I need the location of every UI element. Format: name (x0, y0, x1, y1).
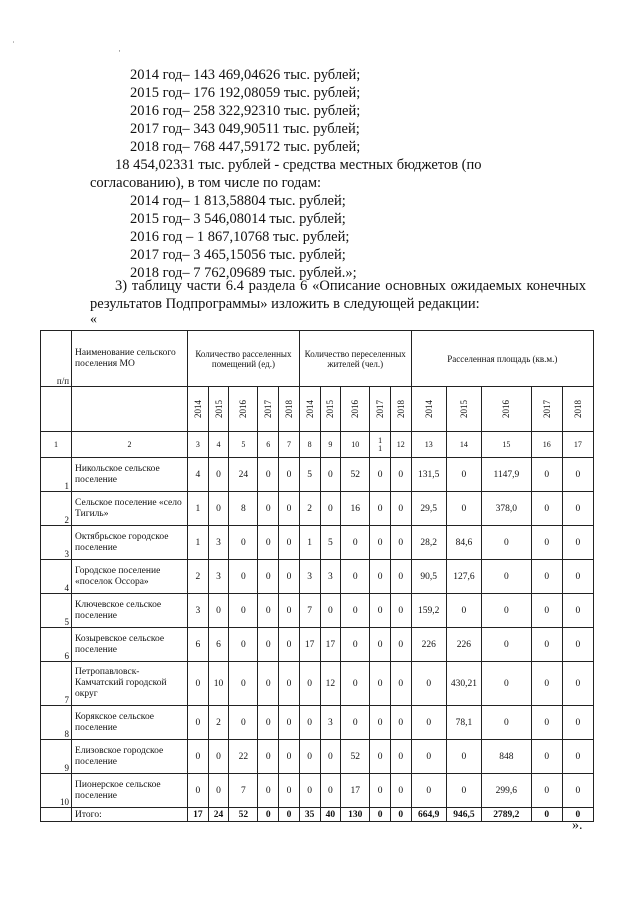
table-cell: 0 (531, 458, 562, 492)
table-cell: 0 (370, 662, 391, 706)
table-cell: 0 (341, 526, 370, 560)
table-cell: 0 (258, 740, 279, 774)
settlement-name: Корякское сельское поселение (72, 706, 188, 740)
table-cell: 0 (299, 706, 320, 740)
settlement-name: Городское поселение «поселок Оссора» (72, 560, 188, 594)
table-cell: 0 (390, 740, 411, 774)
table-cell: 0 (562, 662, 593, 706)
column-index: 2 (72, 432, 188, 458)
total-cell: 24 (208, 808, 229, 822)
year-header: 2018 (279, 387, 300, 432)
local-line-2017: 2017 год– 3 465,15056 тыс. рублей; (130, 247, 346, 263)
budget-line-2016: 2016 год– 258 322,92310 тыс. рублей; (130, 103, 361, 119)
table-cell: 0 (482, 706, 532, 740)
table-cell: 0 (188, 706, 209, 740)
total-cell: 0 (390, 808, 411, 822)
table-row (41, 662, 594, 706)
year-header: 2017 (531, 387, 562, 432)
table-cell: 1147,9 (482, 458, 532, 492)
table-row (41, 740, 594, 774)
local-line-2014: 2014 год– 1 813,58804 тыс. рублей; (130, 193, 346, 209)
table-cell: 17 (320, 628, 341, 662)
table-cell: 0 (188, 774, 209, 808)
table-cell: 90,5 (411, 560, 446, 594)
table-row (41, 526, 594, 560)
table-cell: 0 (258, 774, 279, 808)
table-cell: 0 (411, 774, 446, 808)
table-cell: 0 (562, 594, 593, 628)
table-cell: 7 (229, 774, 258, 808)
table-cell: 8 (229, 492, 258, 526)
column-index: 1 1 (370, 432, 391, 458)
column-index: 5 (229, 432, 258, 458)
table-cell: 0 (411, 706, 446, 740)
table-cell: 0 (320, 492, 341, 526)
table-cell: 6 (208, 628, 229, 662)
table-cell: 0 (341, 706, 370, 740)
row-number: 2 (41, 492, 72, 526)
table-cell: 0 (562, 628, 593, 662)
row-number: 3 (41, 526, 72, 560)
settlement-name: Никольское сельское поселение (72, 458, 188, 492)
table-cell: 0 (390, 526, 411, 560)
row-number: 1 (41, 458, 72, 492)
settlement-name: Козыревское сельское поселение (72, 628, 188, 662)
table-cell: 226 (446, 628, 481, 662)
row-number: 9 (41, 740, 72, 774)
table-cell: 0 (531, 560, 562, 594)
table-cell: 0 (258, 662, 279, 706)
table-row (41, 706, 594, 740)
open-quote: « (90, 312, 97, 327)
total-cell: 40 (320, 808, 341, 822)
close-quote: ». (572, 818, 583, 833)
budget-line-2017: 2017 год– 343 049,90511 тыс. рублей; (130, 121, 360, 137)
table-cell: 0 (482, 526, 532, 560)
header-name: Наименование сельского поселения МО (72, 331, 188, 387)
total-cell: 52 (229, 808, 258, 822)
scan-mark: · (118, 46, 121, 56)
table-row (41, 774, 594, 808)
year-header: 2014 (411, 387, 446, 432)
table-cell: 2 (208, 706, 229, 740)
total-cell: 0 (370, 808, 391, 822)
column-index: 8 (299, 432, 320, 458)
table-cell: 3 (320, 560, 341, 594)
table-cell: 3 (320, 706, 341, 740)
column-index: 16 (531, 432, 562, 458)
settlement-name: Сельское поселение «село Тигиль» (72, 492, 188, 526)
table-cell: 159,2 (411, 594, 446, 628)
settlement-name: Ключевское сельское поселение (72, 594, 188, 628)
table-cell: 3 (208, 560, 229, 594)
table-cell: 0 (446, 740, 481, 774)
table-cell: 0 (370, 560, 391, 594)
column-index: 1 (41, 432, 72, 458)
year-header: 2016 (229, 387, 258, 432)
local-line-2018: 2018 год– 7 762,09689 тыс. рублей.»; (130, 265, 357, 281)
column-index: 14 (446, 432, 481, 458)
table-cell: 0 (229, 526, 258, 560)
table-cell: 0 (188, 662, 209, 706)
column-index: 13 (411, 432, 446, 458)
scan-mark: ˙ (12, 40, 15, 50)
table-cell: 0 (258, 706, 279, 740)
local-line-2015: 2015 год– 3 546,08014 тыс. рублей; (130, 211, 346, 227)
total-cell: 946,5 (446, 808, 481, 822)
table-cell: 0 (279, 628, 300, 662)
table-cell: 0 (341, 594, 370, 628)
table-cell: 0 (531, 594, 562, 628)
header-num: п/п (41, 331, 72, 387)
table-cell: 0 (341, 560, 370, 594)
table-cell: 0 (562, 526, 593, 560)
table-cell: 848 (482, 740, 532, 774)
table-cell: 299,6 (482, 774, 532, 808)
year-empty (72, 387, 188, 432)
table-cell: 378,0 (482, 492, 532, 526)
settlement-name: Елизовское городское поселение (72, 740, 188, 774)
table-cell: 0 (258, 560, 279, 594)
table-cell: 0 (279, 774, 300, 808)
table-cell: 0 (370, 774, 391, 808)
table-cell: 0 (279, 560, 300, 594)
table-cell: 0 (258, 458, 279, 492)
table-cell: 0 (299, 662, 320, 706)
table-cell: 0 (531, 706, 562, 740)
table-row (41, 492, 594, 526)
table-cell: 52 (341, 740, 370, 774)
table-cell: 12 (320, 662, 341, 706)
total-cell: 35 (299, 808, 320, 822)
table-cell: 0 (390, 662, 411, 706)
year-header: 2017 (370, 387, 391, 432)
local-budget-line: 18 454,02331 тыс. рублей - средства местных бюджетов (по (115, 157, 482, 173)
table-cell: 0 (370, 492, 391, 526)
table-cell: 3 (188, 594, 209, 628)
table-cell: 127,6 (446, 560, 481, 594)
table-cell: 0 (279, 458, 300, 492)
table-cell: 0 (531, 526, 562, 560)
table-cell: 0 (299, 740, 320, 774)
table-cell: 0 (208, 492, 229, 526)
table-cell: 0 (390, 594, 411, 628)
table-cell: 0 (482, 594, 532, 628)
table-cell: 0 (258, 492, 279, 526)
table-cell: 430,21 (446, 662, 481, 706)
table-row (41, 594, 594, 628)
table-cell: 7 (299, 594, 320, 628)
table-cell: 0 (390, 492, 411, 526)
total-cell: 0 (562, 808, 593, 822)
table-cell: 17 (299, 628, 320, 662)
row-number: 7 (41, 662, 72, 706)
table-cell: 0 (531, 628, 562, 662)
table-cell: 10 (208, 662, 229, 706)
column-index: 9 (320, 432, 341, 458)
table-cell: 0 (320, 740, 341, 774)
column-index: 10 (341, 432, 370, 458)
table-cell: 0 (370, 526, 391, 560)
table-cell: 0 (390, 706, 411, 740)
table-cell: 0 (229, 594, 258, 628)
year-header: 2017 (258, 387, 279, 432)
table-cell: 0 (482, 628, 532, 662)
row-number: 8 (41, 706, 72, 740)
table-cell: 0 (279, 492, 300, 526)
table-cell: 0 (482, 560, 532, 594)
column-index: 17 (562, 432, 593, 458)
table-cell: 0 (411, 740, 446, 774)
year-header: 2014 (188, 387, 209, 432)
table-cell: 0 (208, 774, 229, 808)
table-cell: 0 (208, 740, 229, 774)
table-cell: 0 (279, 662, 300, 706)
year-empty (41, 387, 72, 432)
table-cell: 2 (188, 560, 209, 594)
table-cell: 6 (188, 628, 209, 662)
table-cell: 3 (208, 526, 229, 560)
table-cell: 5 (320, 526, 341, 560)
table-cell: 131,5 (411, 458, 446, 492)
table-cell: 0 (370, 740, 391, 774)
year-header: 2014 (299, 387, 320, 432)
table-cell: 16 (341, 492, 370, 526)
table-cell: 0 (341, 662, 370, 706)
table-cell: 0 (562, 492, 593, 526)
table-cell: 0 (229, 662, 258, 706)
table-cell: 0 (562, 560, 593, 594)
year-header: 2015 (208, 387, 229, 432)
table-cell: 1 (188, 526, 209, 560)
table-cell: 0 (258, 526, 279, 560)
total-cell: 17 (188, 808, 209, 822)
year-header: 2018 (390, 387, 411, 432)
table-cell: 0 (299, 774, 320, 808)
table-cell: 24 (229, 458, 258, 492)
row-number: 5 (41, 594, 72, 628)
table-cell: 0 (279, 706, 300, 740)
local-line-2016: 2016 год – 1 867,10768 тыс. рублей; (130, 229, 350, 245)
table-cell: 1 (188, 492, 209, 526)
year-header: 2015 (446, 387, 481, 432)
table-cell: 84,6 (446, 526, 481, 560)
table-cell: 0 (370, 706, 391, 740)
table-cell: 0 (370, 458, 391, 492)
table-cell: 28,2 (411, 526, 446, 560)
table-cell: 0 (320, 458, 341, 492)
table-cell: 0 (446, 458, 481, 492)
table-cell: 0 (562, 774, 593, 808)
table-cell: 4 (188, 458, 209, 492)
table-cell: 0 (208, 458, 229, 492)
table-cell: 0 (446, 492, 481, 526)
table-cell: 0 (229, 706, 258, 740)
table-cell: 5 (299, 458, 320, 492)
table-cell: 0 (229, 628, 258, 662)
table-cell: 0 (390, 458, 411, 492)
table-cell: 52 (341, 458, 370, 492)
column-index: 3 (188, 432, 209, 458)
row-number: 10 (41, 774, 72, 808)
table-cell: 0 (446, 774, 481, 808)
column-index: 6 (258, 432, 279, 458)
results-table (40, 330, 594, 822)
table-row (41, 560, 594, 594)
table-cell: 22 (229, 740, 258, 774)
table-cell: 3 (299, 560, 320, 594)
column-index: 7 (279, 432, 300, 458)
table-cell: 17 (341, 774, 370, 808)
table-cell: 0 (562, 706, 593, 740)
table-cell: 0 (188, 740, 209, 774)
settlement-name: Петропавловск-Камчатский городской округ (72, 662, 188, 706)
table-cell: 0 (279, 526, 300, 560)
table-cell: 2 (299, 492, 320, 526)
header-area: Расселенная площадь (кв.м.) (411, 331, 593, 387)
table-cell: 0 (562, 740, 593, 774)
year-header: 2015 (320, 387, 341, 432)
budget-line-2018: 2018 год– 768 447,59172 тыс. рублей; (130, 139, 361, 155)
header-rooms: Количество расселенных помещений (ед.) (188, 331, 300, 387)
table-cell: 0 (390, 560, 411, 594)
table-cell: 0 (320, 594, 341, 628)
table-cell: 0 (531, 774, 562, 808)
settlement-name: Октябрьское городское поселение (72, 526, 188, 560)
amendment-paragraph: 3) таблицу части 6.4 раздела 6 «Описание основных ожидаемых конечных результатов Подпрограммы» изложить в следующей редакции: (90, 278, 586, 312)
table-cell: 0 (258, 594, 279, 628)
table-cell: 0 (341, 628, 370, 662)
local-budget-line-cont: согласованию), в том числе по годам: (90, 175, 322, 191)
table-cell: 226 (411, 628, 446, 662)
year-header: 2016 (341, 387, 370, 432)
table-cell: 0 (279, 594, 300, 628)
row-number: 4 (41, 560, 72, 594)
table-cell: 29,5 (411, 492, 446, 526)
table-cell: 0 (370, 594, 391, 628)
header-people: Количество переселенных жителей (чел.) (299, 331, 411, 387)
table-cell: 0 (390, 774, 411, 808)
settlement-name: Пионерское сельское поселение (72, 774, 188, 808)
table-cell: 0 (320, 774, 341, 808)
column-index: 4 (208, 432, 229, 458)
table-cell: 0 (229, 560, 258, 594)
table-cell: 0 (411, 662, 446, 706)
budget-line-2015: 2015 год– 176 192,08059 тыс. рублей; (130, 85, 361, 101)
table-cell: 1 (299, 526, 320, 560)
total-cell: 0 (531, 808, 562, 822)
table-cell: 0 (531, 662, 562, 706)
table-cell: 0 (446, 594, 481, 628)
total-empty (41, 808, 72, 822)
column-index: 12 (390, 432, 411, 458)
year-header: 2018 (562, 387, 593, 432)
budget-line-2014: 2014 год– 143 469,04626 тыс. рублей; (130, 67, 361, 83)
total-cell: 0 (258, 808, 279, 822)
table-row (41, 628, 594, 662)
total-cell: 130 (341, 808, 370, 822)
table-cell: 0 (562, 458, 593, 492)
table-cell: 0 (531, 492, 562, 526)
table-cell: 0 (208, 594, 229, 628)
total-label: Итого: (72, 808, 188, 822)
year-header: 2016 (482, 387, 532, 432)
column-index: 15 (482, 432, 532, 458)
table-cell: 0 (370, 628, 391, 662)
table-cell: 0 (390, 628, 411, 662)
total-cell: 2789,2 (482, 808, 532, 822)
total-cell: 0 (279, 808, 300, 822)
table-cell: 0 (482, 662, 532, 706)
row-number: 6 (41, 628, 72, 662)
table-cell: 0 (531, 740, 562, 774)
table-cell: 0 (279, 740, 300, 774)
table-cell: 78,1 (446, 706, 481, 740)
table-row (41, 458, 594, 492)
total-cell: 664,9 (411, 808, 446, 822)
table-cell: 0 (258, 628, 279, 662)
